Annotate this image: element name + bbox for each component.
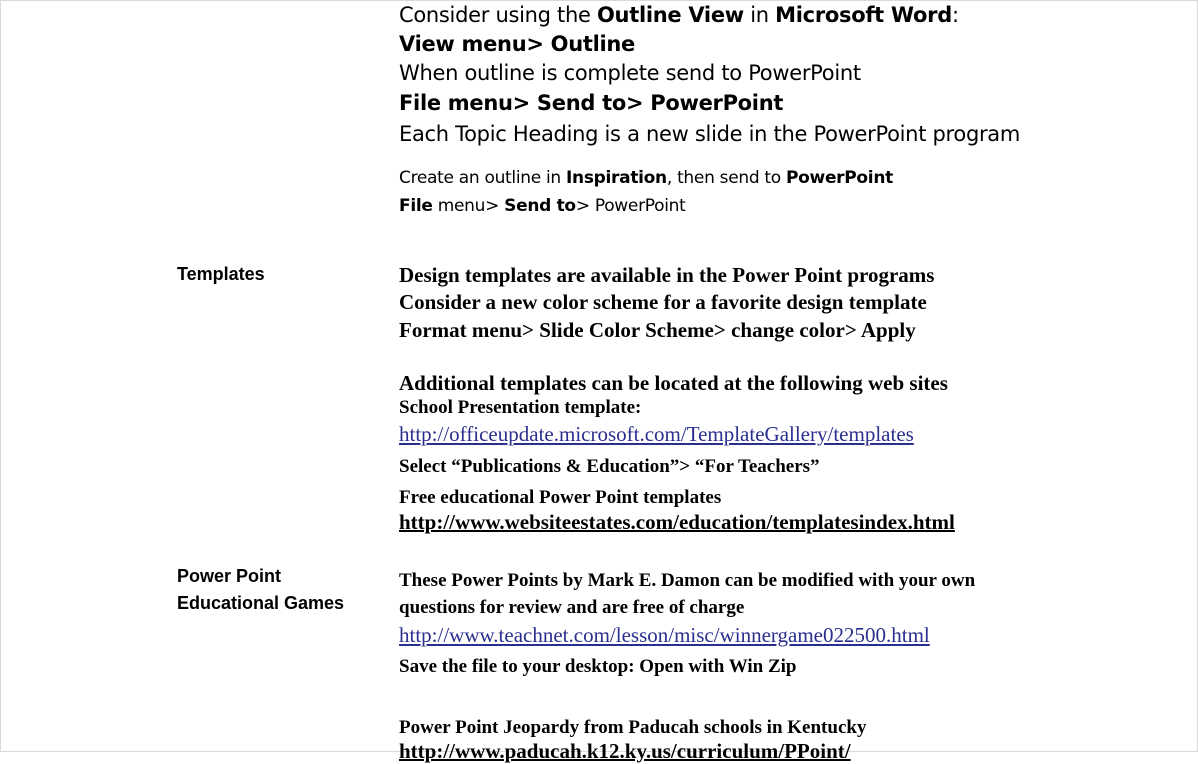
templates-line-4: Additional templates can be located at the following web sites [399,371,948,395]
text-run: Consider using the [399,3,597,27]
games-line-1: These Power Points by Mark E. Damon can be modified with your own [399,570,976,591]
games-line-4: Power Point Jeopardy from Paducah schools in Kentucky [399,717,867,738]
winnergame-link[interactable]: http://www.teachnet.com/lesson/misc/winnergame022500.html [399,623,930,647]
templates-line-1: Design templates are available in the Power Point programs [399,263,935,287]
games-line-2: questions for review and are free of charge [399,597,745,618]
templates-line-6: Select “Publications & Education”> “For Teachers” [399,456,820,477]
templates-line-3: Format menu> Slide Color Scheme> change color> Apply [399,318,916,342]
paducah-link[interactable]: http://www.paducah.k12.ky.us/curriculum/PPoint/ [399,739,851,763]
games-label [177,563,344,617]
games-line-3: Save the file to your desktop: Open with Win Zip [399,656,797,677]
intro-line-5: Each Topic Heading is a new slide in the PowerPoint program [399,122,1021,146]
intro-line-6 [399,168,893,188]
templates-label: Templates [177,264,265,284]
text-run-bold: Inspiration [566,168,667,188]
intro-line-2: View menu> Outline [399,32,635,56]
text-run: Create an outline in [399,168,567,188]
template-gallery-link[interactable]: http://officeupdate.microsoft.com/TemplateGallery/templates [399,422,914,446]
games-label-line-1: Power Point [177,566,282,586]
text-run-bold: PowerPoint [786,168,893,188]
templates-line-2: Consider a new color scheme for a favorite design template [399,290,927,314]
games-label-line-2: Educational Games [177,593,345,613]
text-run-bold: File [399,196,433,216]
text-run: menu> [432,196,505,216]
websiteestates-link[interactable]: http://www.websiteestates.com/education/templatesindex.html [399,510,955,534]
intro-line-4: File menu> Send to> PowerPoint [399,91,784,115]
intro-line-3: When outline is complete send to PowerPoint [399,61,861,85]
intro-line-7 [399,196,685,216]
text-run: > PowerPoint [575,196,686,216]
text-run: : [951,3,959,27]
templates-line-7: Free educational Power Point templates [399,487,722,508]
text-run: in [743,3,776,27]
text-run: , then send to [666,168,786,188]
intro-line-1 [399,3,959,27]
text-run-bold: Microsoft Word [775,3,952,27]
text-run-bold: Send to [504,196,576,216]
templates-line-5: School Presentation template: [399,397,642,418]
text-run-bold: Outline View [597,3,744,27]
